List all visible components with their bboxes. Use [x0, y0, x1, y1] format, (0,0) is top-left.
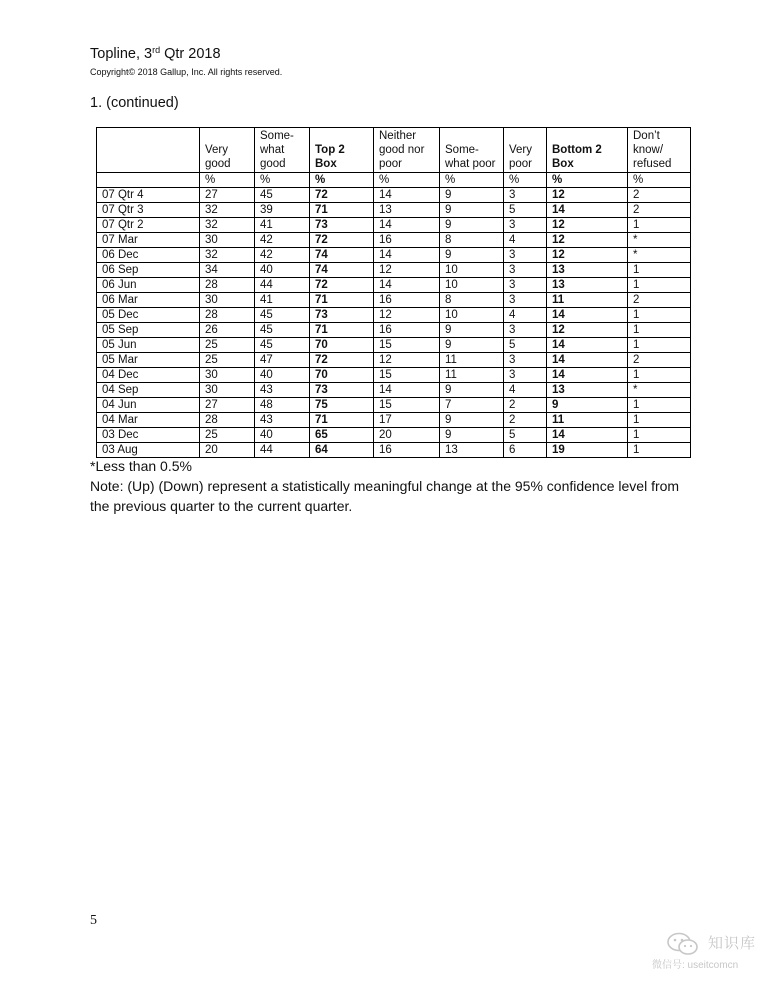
- period-cell: 04 Dec: [97, 368, 200, 383]
- value-cell: 1: [628, 338, 691, 353]
- value-cell: 10: [440, 278, 504, 293]
- value-cell: 14: [374, 278, 440, 293]
- value-cell: *: [628, 233, 691, 248]
- value-cell: 1: [628, 428, 691, 443]
- value-cell: 3: [504, 278, 547, 293]
- value-cell: 12: [547, 323, 628, 338]
- value-cell: 8: [440, 293, 504, 308]
- value-cell: 72: [310, 353, 374, 368]
- value-cell: 3: [504, 218, 547, 233]
- value-cell: 65: [310, 428, 374, 443]
- value-cell: 45: [255, 338, 310, 353]
- value-cell: 16: [374, 443, 440, 458]
- value-cell: 6: [504, 443, 547, 458]
- table-header-row: [97, 128, 691, 173]
- table-row: [97, 368, 691, 383]
- value-cell: 45: [255, 308, 310, 323]
- table-row: [97, 323, 691, 338]
- footnote: *Less than 0.5%: [90, 458, 192, 474]
- value-cell: 14: [547, 353, 628, 368]
- title-superscript: rd: [152, 45, 161, 55]
- period-cell: 05 Jun: [97, 338, 200, 353]
- value-cell: 44: [255, 278, 310, 293]
- value-cell: 70: [310, 338, 374, 353]
- period-cell: 03 Aug: [97, 443, 200, 458]
- period-cell: 04 Jun: [97, 398, 200, 413]
- value-cell: 14: [374, 188, 440, 203]
- value-cell: 74: [310, 248, 374, 263]
- value-cell: 32: [200, 248, 255, 263]
- period-cell: 06 Sep: [97, 263, 200, 278]
- value-cell: 9: [440, 323, 504, 338]
- value-cell: 71: [310, 323, 374, 338]
- value-cell: 47: [255, 353, 310, 368]
- period-cell: 05 Dec: [97, 308, 200, 323]
- value-cell: 25: [200, 338, 255, 353]
- value-cell: 9: [440, 218, 504, 233]
- value-cell: 12: [547, 188, 628, 203]
- period-cell: 03 Dec: [97, 428, 200, 443]
- value-cell: 28: [200, 308, 255, 323]
- value-cell: 11: [440, 368, 504, 383]
- value-cell: 34: [200, 263, 255, 278]
- value-cell: 3: [504, 248, 547, 263]
- unit-cell: %: [628, 173, 691, 188]
- column-header: Very good: [200, 128, 255, 173]
- table-row: [97, 188, 691, 203]
- value-cell: 25: [200, 428, 255, 443]
- column-header: Some-what poor: [440, 128, 504, 173]
- value-cell: 14: [374, 218, 440, 233]
- table-row: [97, 413, 691, 428]
- value-cell: 12: [374, 308, 440, 323]
- value-cell: 14: [547, 203, 628, 218]
- value-cell: 20: [374, 428, 440, 443]
- table-row: [97, 308, 691, 323]
- value-cell: 28: [200, 278, 255, 293]
- column-header: [97, 128, 200, 173]
- value-cell: 13: [547, 263, 628, 278]
- value-cell: 30: [200, 383, 255, 398]
- watermark: [652, 930, 762, 980]
- notes-block: [90, 456, 690, 516]
- value-cell: 3: [504, 323, 547, 338]
- value-cell: 2: [628, 293, 691, 308]
- value-cell: 7: [440, 398, 504, 413]
- value-cell: 70: [310, 368, 374, 383]
- value-cell: 1: [628, 413, 691, 428]
- value-cell: 2: [628, 188, 691, 203]
- period-cell: 07 Qtr 2: [97, 218, 200, 233]
- value-cell: 1: [628, 398, 691, 413]
- value-cell: 9: [440, 203, 504, 218]
- value-cell: 2: [504, 398, 547, 413]
- value-cell: 30: [200, 233, 255, 248]
- value-cell: 14: [547, 368, 628, 383]
- value-cell: 41: [255, 218, 310, 233]
- value-cell: 45: [255, 188, 310, 203]
- value-cell: 10: [440, 263, 504, 278]
- table-row: [97, 263, 691, 278]
- value-cell: 26: [200, 323, 255, 338]
- value-cell: 40: [255, 428, 310, 443]
- value-cell: 72: [310, 278, 374, 293]
- survey-results-table: [96, 127, 691, 458]
- value-cell: 3: [504, 263, 547, 278]
- table-row: [97, 353, 691, 368]
- value-cell: 9: [440, 338, 504, 353]
- value-cell: 13: [547, 278, 628, 293]
- value-cell: 13: [547, 383, 628, 398]
- value-cell: 75: [310, 398, 374, 413]
- value-cell: 9: [440, 188, 504, 203]
- value-cell: 14: [374, 383, 440, 398]
- value-cell: 27: [200, 188, 255, 203]
- value-cell: 17: [374, 413, 440, 428]
- value-cell: 1: [628, 278, 691, 293]
- value-cell: 4: [504, 383, 547, 398]
- value-cell: 3: [504, 368, 547, 383]
- value-cell: 41: [255, 293, 310, 308]
- column-header: Some-what good: [255, 128, 310, 173]
- unit-cell: %: [310, 173, 374, 188]
- period-cell: 05 Sep: [97, 323, 200, 338]
- value-cell: 39: [255, 203, 310, 218]
- value-cell: 13: [374, 203, 440, 218]
- value-cell: 14: [374, 248, 440, 263]
- page-number: 5: [90, 913, 97, 928]
- value-cell: 1: [628, 308, 691, 323]
- period-cell: 06 Mar: [97, 293, 200, 308]
- period-cell: 05 Mar: [97, 353, 200, 368]
- value-cell: 19: [547, 443, 628, 458]
- value-cell: 43: [255, 413, 310, 428]
- value-cell: *: [628, 383, 691, 398]
- watermark-account: 微信号: useitcomcn: [652, 960, 739, 971]
- table-row: [97, 428, 691, 443]
- value-cell: *: [628, 248, 691, 263]
- value-cell: 9: [440, 383, 504, 398]
- table-row: [97, 338, 691, 353]
- value-cell: 1: [628, 443, 691, 458]
- value-cell: 3: [504, 353, 547, 368]
- value-cell: 16: [374, 323, 440, 338]
- period-cell: 06 Jun: [97, 278, 200, 293]
- value-cell: 12: [374, 353, 440, 368]
- column-header: Neither good nor poor: [374, 128, 440, 173]
- value-cell: 11: [440, 353, 504, 368]
- value-cell: 10: [440, 308, 504, 323]
- value-cell: 27: [200, 398, 255, 413]
- value-cell: 64: [310, 443, 374, 458]
- value-cell: 16: [374, 233, 440, 248]
- value-cell: 43: [255, 383, 310, 398]
- value-cell: 2: [504, 413, 547, 428]
- period-cell: 07 Qtr 3: [97, 203, 200, 218]
- value-cell: 42: [255, 248, 310, 263]
- value-cell: 14: [547, 308, 628, 323]
- value-cell: 16: [374, 293, 440, 308]
- value-cell: 14: [547, 338, 628, 353]
- value-cell: 9: [440, 413, 504, 428]
- column-header: Bottom 2 Box: [547, 128, 628, 173]
- value-cell: 9: [547, 398, 628, 413]
- column-header: Top 2 Box: [310, 128, 374, 173]
- confidence-note: Note: (Up) (Down) represent a statistically meaningful change at the 95% confidence level from the previous quarter to the current quarter.: [90, 478, 680, 514]
- value-cell: 11: [547, 293, 628, 308]
- unit-cell: %: [547, 173, 628, 188]
- value-cell: 2: [628, 203, 691, 218]
- table-row: [97, 233, 691, 248]
- table-row: [97, 278, 691, 293]
- value-cell: 30: [200, 293, 255, 308]
- value-cell: 11: [547, 413, 628, 428]
- value-cell: 28: [200, 413, 255, 428]
- value-cell: 3: [504, 188, 547, 203]
- value-cell: 12: [374, 263, 440, 278]
- value-cell: 40: [255, 263, 310, 278]
- unit-cell: %: [440, 173, 504, 188]
- watermark-name: 知识库: [708, 935, 757, 952]
- table-body: [97, 188, 691, 458]
- copyright-notice: Copyright© 2018 Gallup, Inc. All rights reserved.: [90, 67, 283, 77]
- unit-cell: %: [504, 173, 547, 188]
- table-row: [97, 203, 691, 218]
- value-cell: 45: [255, 323, 310, 338]
- value-cell: 42: [255, 233, 310, 248]
- value-cell: 74: [310, 263, 374, 278]
- table-row: [97, 398, 691, 413]
- table-row: [97, 218, 691, 233]
- value-cell: 1: [628, 368, 691, 383]
- value-cell: 4: [504, 233, 547, 248]
- value-cell: 32: [200, 203, 255, 218]
- value-cell: 20: [200, 443, 255, 458]
- period-cell: 04 Mar: [97, 413, 200, 428]
- value-cell: 1: [628, 263, 691, 278]
- value-cell: 15: [374, 398, 440, 413]
- table-row: [97, 293, 691, 308]
- value-cell: 40: [255, 368, 310, 383]
- period-cell: 07 Qtr 4: [97, 188, 200, 203]
- value-cell: 25: [200, 353, 255, 368]
- column-header: Very poor: [504, 128, 547, 173]
- column-header: Don’t know/ refused: [628, 128, 691, 173]
- value-cell: 32: [200, 218, 255, 233]
- value-cell: 72: [310, 233, 374, 248]
- table-row: [97, 383, 691, 398]
- value-cell: 71: [310, 293, 374, 308]
- value-cell: 44: [255, 443, 310, 458]
- unit-cell: %: [200, 173, 255, 188]
- table-row: [97, 248, 691, 263]
- value-cell: 48: [255, 398, 310, 413]
- document-title: Topline, 3rd Qtr 2018: [90, 45, 221, 62]
- value-cell: 4: [504, 308, 547, 323]
- value-cell: 13: [440, 443, 504, 458]
- table-unit-row: [97, 173, 691, 188]
- value-cell: 73: [310, 218, 374, 233]
- section-label: 1. (continued): [90, 95, 179, 111]
- value-cell: 1: [628, 218, 691, 233]
- value-cell: 12: [547, 218, 628, 233]
- value-cell: 12: [547, 233, 628, 248]
- value-cell: 8: [440, 233, 504, 248]
- value-cell: 12: [547, 248, 628, 263]
- unit-cell: %: [255, 173, 310, 188]
- value-cell: 9: [440, 428, 504, 443]
- value-cell: 1: [628, 323, 691, 338]
- value-cell: 71: [310, 413, 374, 428]
- value-cell: 15: [374, 368, 440, 383]
- period-cell: 07 Mar: [97, 233, 200, 248]
- value-cell: 14: [547, 428, 628, 443]
- value-cell: 3: [504, 293, 547, 308]
- value-cell: 73: [310, 383, 374, 398]
- unit-cell: %: [374, 173, 440, 188]
- value-cell: 5: [504, 338, 547, 353]
- value-cell: 2: [628, 353, 691, 368]
- value-cell: 71: [310, 203, 374, 218]
- value-cell: 5: [504, 428, 547, 443]
- value-cell: 30: [200, 368, 255, 383]
- unit-cell: [97, 173, 200, 188]
- value-cell: 5: [504, 203, 547, 218]
- value-cell: 73: [310, 308, 374, 323]
- period-cell: 06 Dec: [97, 248, 200, 263]
- period-cell: 04 Sep: [97, 383, 200, 398]
- value-cell: 15: [374, 338, 440, 353]
- value-cell: 9: [440, 248, 504, 263]
- value-cell: 72: [310, 188, 374, 203]
